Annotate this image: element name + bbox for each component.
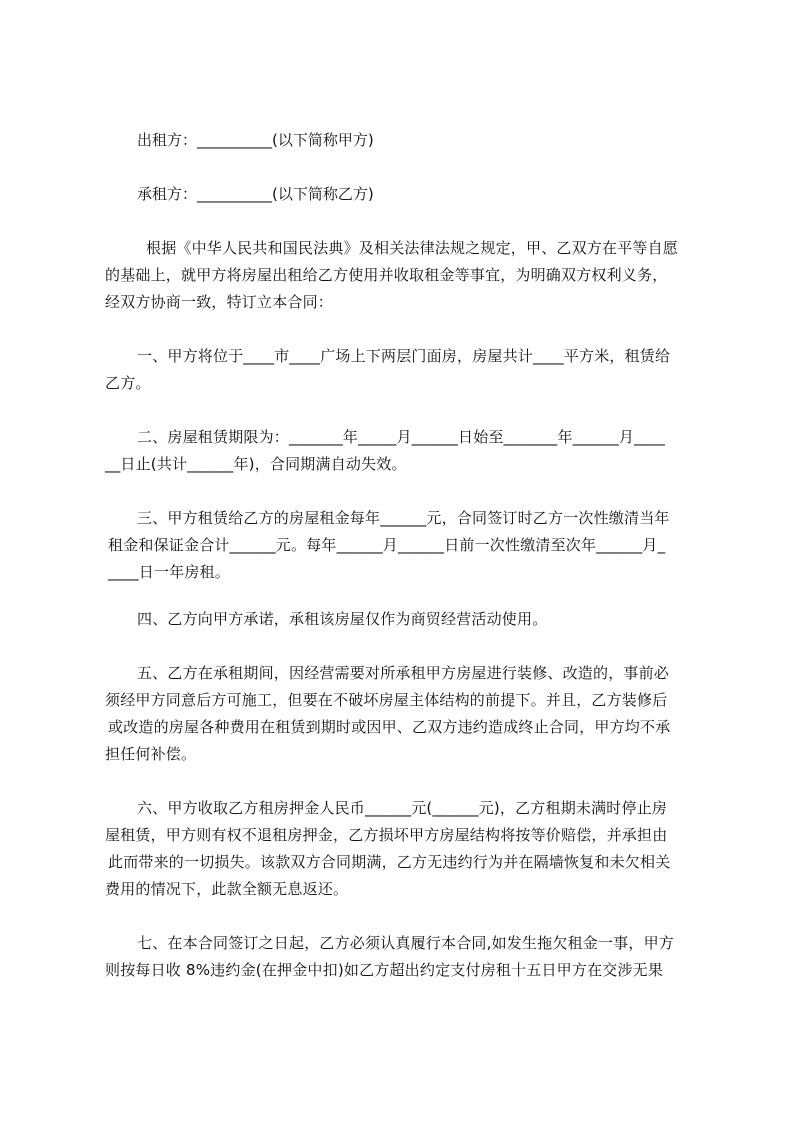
clause-5-line-3: 或改造的房屋各种费用在租赁到期时或因甲、乙双方违约造成终止合同，甲方均不承 xyxy=(108,718,671,736)
clause-5-line-1: 五、乙方在承租期间，因经营需要对所承租甲方房屋进行装修、改造的，事前必 xyxy=(137,664,670,682)
preamble-line-1: 根据《中华人民共和国民法典》及相关法律法规之规定，甲、乙双方在平等自愿 xyxy=(146,239,679,257)
clause-5-line-4: 担任何补偿。 xyxy=(105,745,197,763)
clause-4-line-1: 四、乙方向甲方承诺，承租该房屋仅作为商贸经营活动使用。 xyxy=(137,610,548,628)
clause-1-line-1: 一、甲方将位于____市____广场上下两层门面房，房屋共计____平方米，租赁给 xyxy=(137,347,671,365)
clause-5-line-2: 须经甲方同意后方可施工，但要在不破坏房屋主体结构的前提下。并且，乙方装修后 xyxy=(105,691,668,709)
clause-3-line-3: ____日一年房租。 xyxy=(108,563,231,581)
clause-6-line-2: 屋租赁，甲方则有权不退租房押金，乙方损坏甲方房屋结构将按等价赔偿，并承担由 xyxy=(105,826,668,844)
preamble-line-2: 的基础上，就甲方将房屋出租给乙方使用并收取租金等事宜，为明确双方权利义务， xyxy=(105,266,668,284)
clause-7-line-1: 七、在本合同签订之日起，乙方必须认真履行本合同,如发生拖欠租金一事，甲方 xyxy=(137,934,674,952)
preamble-line-3: 经双方协商一致，特订立本合同： xyxy=(105,293,334,311)
clause-2-line-1: 二、房屋租赁期限为：_______年_____月______日始至_______年______月____ xyxy=(137,428,665,446)
clause-7-line-2: 则按每日收 8%违约金(在押金中扣)如乙方超出约定支付房租十五日甲方在交涉无果 xyxy=(105,961,664,979)
clause-3-line-2: 租金和保证金合计______元。每年______月______日前一次性缴清至次年______月_ xyxy=(108,536,666,554)
clause-6-line-1: 六、甲方收取乙方租房押金人民币______元(______元)，乙方租期未满时停止房 xyxy=(137,799,668,817)
clause-3-line-1: 三、甲方租赁给乙方的房屋租金每年______元，合同签订时乙方一次性缴清当年 xyxy=(137,509,670,527)
clause-1-line-2: 乙方。 xyxy=(105,374,151,392)
clause-6-line-3: 此而带来的一切损失。该款双方合同期满，乙方无违约行为并在隔墙恢复和未欠相关 xyxy=(108,853,671,871)
lessor-line: 出租方：__________(以下简称甲方) xyxy=(137,131,374,149)
clause-6-line-4: 费用的情况下，此款全额无息返还。 xyxy=(105,880,349,898)
lessee-line: 承租方：__________(以下简称乙方) xyxy=(137,185,374,203)
clause-2-line-2: __日止(共计______年)，合同期满自动失效。 xyxy=(105,455,407,473)
